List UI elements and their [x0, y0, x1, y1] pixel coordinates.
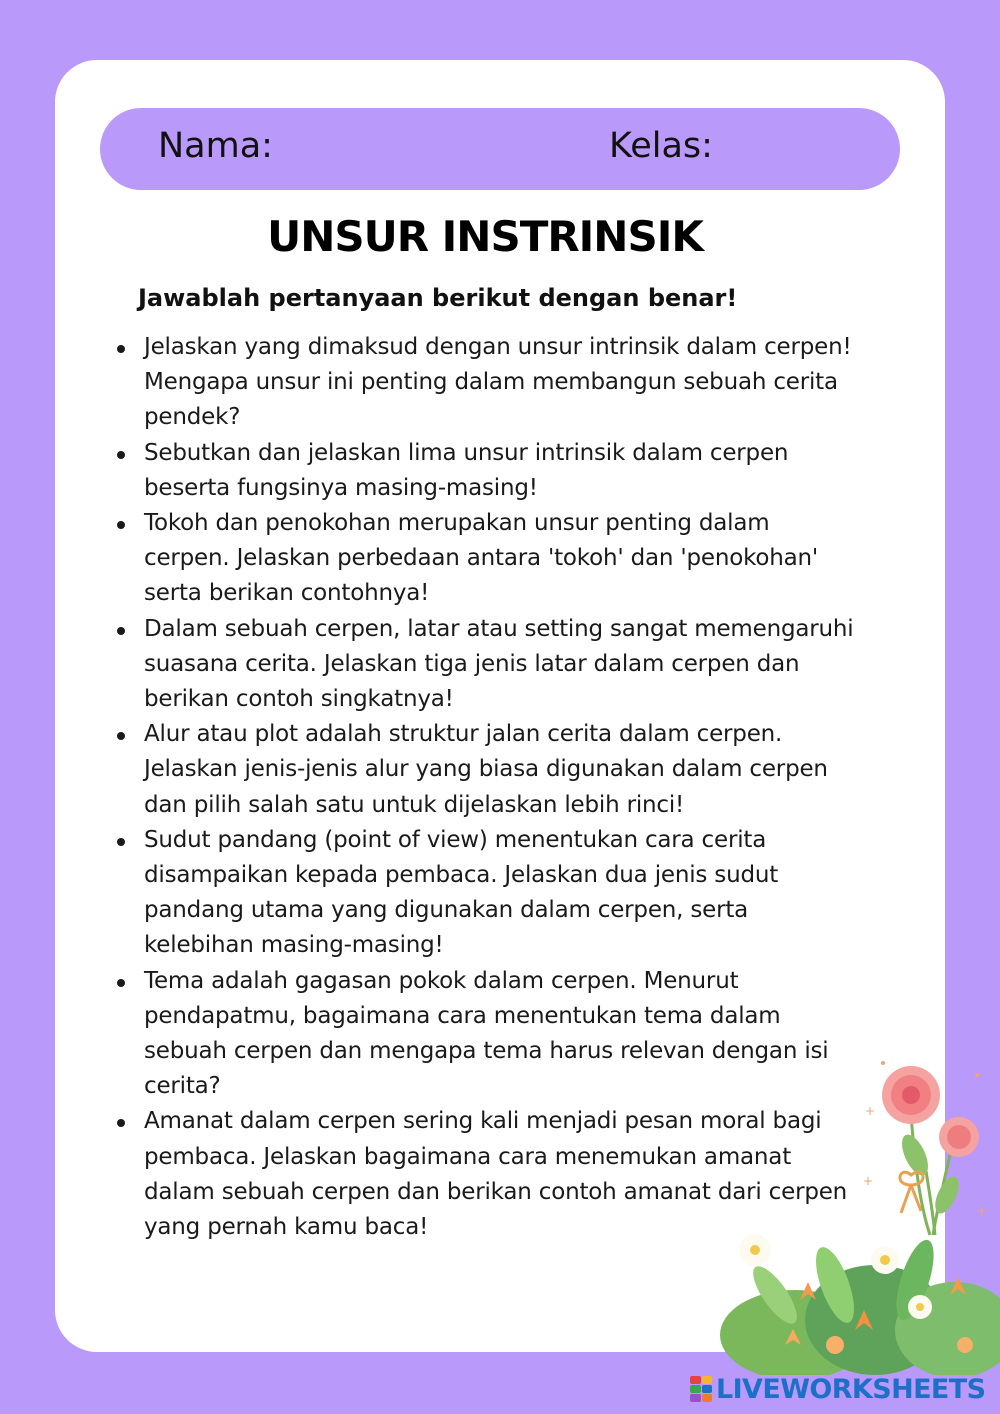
- question-text: Jelaskan yang dimaksud dengan unsur intrinsik dalam cerpen! Mengapa unsur ini penting dalam membangun sebuah cerita pendek?: [144, 334, 852, 431]
- pink-bouquet-icon: [863, 1061, 987, 1235]
- logo-mark-icon: [690, 1376, 712, 1402]
- class-label: Kelas:: [609, 126, 713, 166]
- bullet-icon: [117, 627, 125, 635]
- bullet-icon: [117, 1119, 125, 1127]
- question-text: Sebutkan dan jelaskan lima unsur intrinsik dalam cerpen beserta fungsinya masing-masing!: [144, 439, 789, 501]
- question-text: Tema adalah gagasan pokok dalam cerpen. Menurut pendapatmu, bagaimana cara menentukan tema dalam sebuah cerpen dan mengapa tema harus relevan dengan isi cerita?: [144, 967, 829, 1100]
- page-title: UNSUR INSTRINSIK: [267, 212, 703, 261]
- svg-text:+: +: [977, 1204, 988, 1218]
- question-text: Dalam sebuah cerpen, latar atau setting sangat memengaruhi suasana cerita. Jelaskan tiga jenis latar dalam cerpen dan berikan contoh singkatnya!: [144, 615, 854, 713]
- question-item: [115, 823, 855, 964]
- question-text: Alur atau plot adalah struktur jalan cerita dalam cerpen. Jelaskan jenis-jenis alur yang biasa digunakan dalam cerpen dan pilih salah satu untuk dijelaskan lebih rinci!: [144, 721, 828, 818]
- question-text: Amanat dalam cerpen sering kali menjadi pesan moral bagi pembaca. Jelaskan bagaimana cara menemukan amanat dalam sebuah cerpen dan berikan contoh amanat dari cerpen yang pernah kamu baca!: [144, 1108, 848, 1241]
- flower-illustration: [715, 1045, 1000, 1375]
- bullet-icon: [117, 732, 125, 740]
- liveworksheets-logo: [690, 1372, 985, 1406]
- bullet-icon: [117, 838, 125, 846]
- svg-text:+: +: [863, 1174, 874, 1188]
- name-label: Nama:: [158, 126, 273, 166]
- bullet-icon: [117, 979, 125, 987]
- bullet-icon: [117, 345, 125, 353]
- question-text: Tokoh dan penokohan merupakan unsur penting dalam cerpen. Jelaskan perbedaan antara 'tokoh' dan 'penokohan' serta berikan contohnya!: [144, 510, 819, 607]
- question-item: [115, 717, 855, 823]
- question-item: [115, 330, 855, 436]
- bullet-icon: [117, 451, 125, 459]
- brand-text: LIVEWORKSHEETS: [716, 1373, 986, 1405]
- question-text: Sudut pandang (point of view) menentukan cara cerita disampaikan kepada pembaca. Jelaskan dua jenis sudut pandang utama yang digunakan dalam cerpen, serta kelebihan masing-masing!: [144, 826, 779, 959]
- bullet-icon: [117, 521, 125, 529]
- question-item: [115, 506, 855, 612]
- instruction-text: Jawablah pertanyaan berikut dengan benar!: [138, 284, 738, 312]
- question-item: [115, 436, 855, 506]
- svg-text:+: +: [865, 1104, 876, 1118]
- question-item: [115, 612, 855, 718]
- garden-bush-icon: [720, 1234, 1000, 1375]
